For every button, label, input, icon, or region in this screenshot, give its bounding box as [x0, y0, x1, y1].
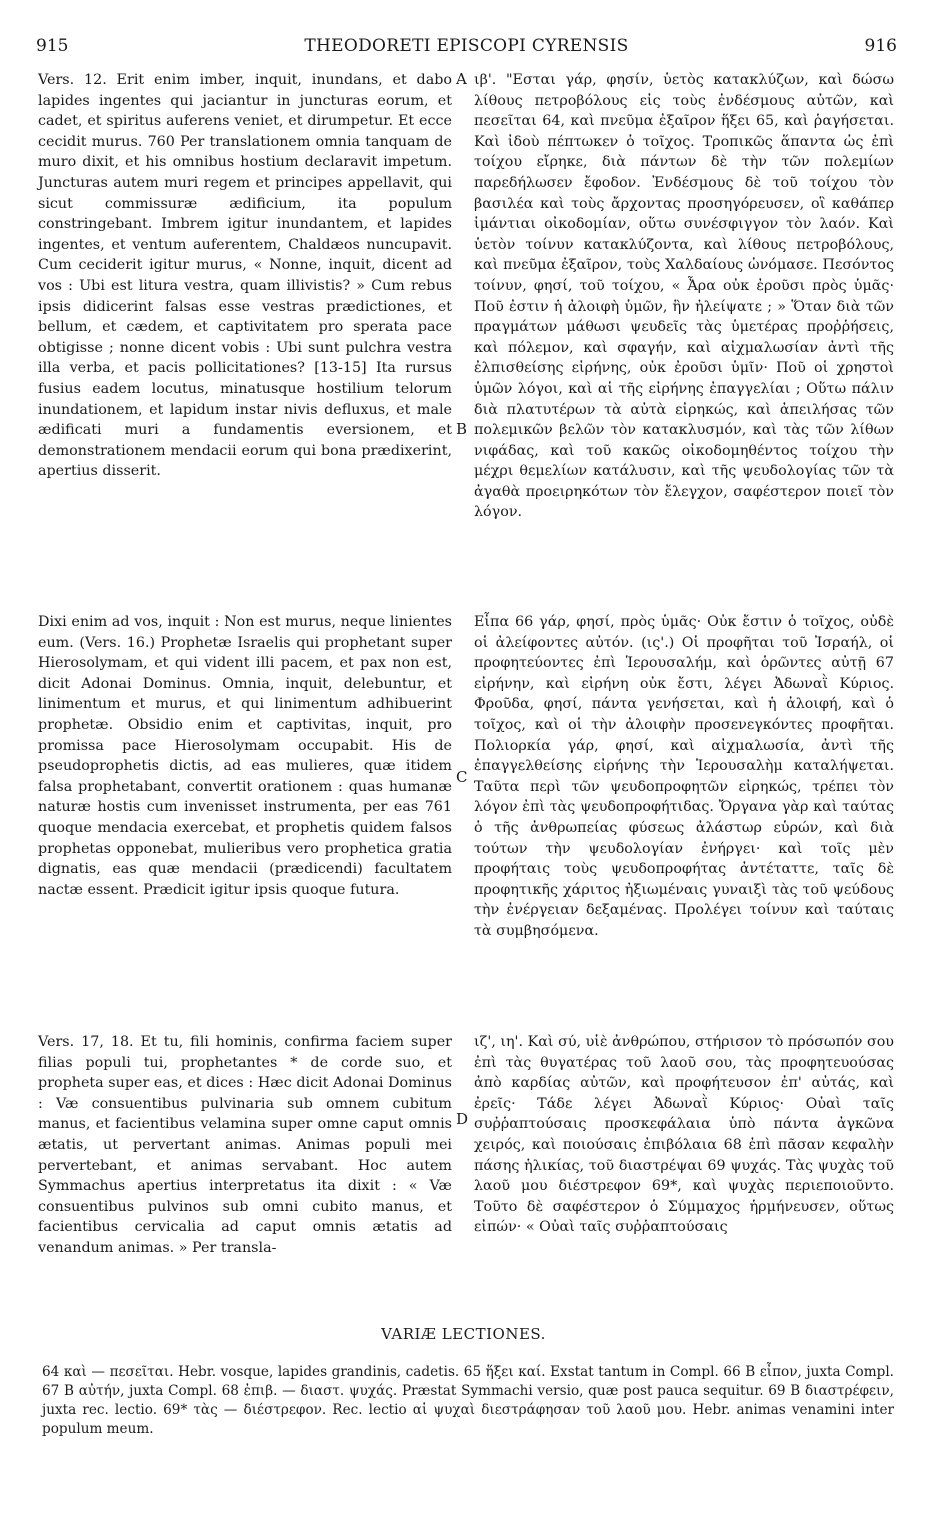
greek-paragraph: Εἶπα 66 γάρ, φησί, πρὸς ὑμᾶς· Οὐκ ἔστιν ὁ τοῖχος, οὐδὲ οἱ ἀλείφοντες αὐτόν. (ις'.) Οἱ προφῆται τοῦ Ἰσραήλ, οἱ προφητεύοντες ἐπὶ Ἱερουσαλήμ, καὶ ὁρῶντες αὐτῇ 67 εἰρήνην, καὶ εἰρήνη οὐκ ἔστι, λέγει Ἀδωναῒ Κύριος. Φροῦδα, φησί, πάντα γενήσεται, καὶ ἡ ἀλοιφή, καὶ ὁ τοῖχος, καὶ οἱ τὴν ἀλοιφὴν προσενεγκόντες προφῆται. Πολιορκία γάρ, φησί, καὶ αἰχμαλωσία, ἀντὶ τῆς ἐπαγγελθείσης εἰρήνης τὴν Ἱερουσαλὴμ καταλήψεται. Ταῦτα περὶ τῶν ψευδοπροφητῶν εἰρηκώς, τρέπει τὸν λόγον ἐπὶ τὰς ψευδοπροφήτιδας. Ὄργανα γὰρ καὶ ταύτας ὁ τῆς ἀνθρωπείας φύσεως ἀλάστωρ εὑρών, καὶ διὰ τούτων τὴν ψευδολογίαν ἐνήργει· καὶ τοῖς μὲν προφήταις τοὺς ψευδοπροφήτας ἀντέταττε, ταῖς δὲ προφητικῆς χάριτος ἠξιωμέναις γυναιξὶ τὰς τοῦ ψεύδους τὴν ἐνέργειαν δεξαμένας. Προλέγει τοίνυν καὶ ταύταις τὰ συμβησόμενα. — [474, 614, 894, 939]
margin-letter: D — [456, 1110, 469, 1128]
latin-column — [38, 1032, 452, 1259]
page-number-right: 916 — [864, 36, 897, 56]
greek-paragraph: ιζ', ιη'. Καὶ σύ, υἱὲ ἀνθρώπου, στήρισον τὸ πρόσωπόν σου ἐπὶ τὰς θυγατέρας τοῦ λαοῦ σου, τὰς προφητευούσας ἀπὸ καρδίας αὐτῶν, καὶ προφήτευσον ἐπ' αὐτάς, καὶ ἐρεῖς· Τάδε λέγει Ἀδωναῒ Κύριος· Οὐαὶ ταῖς συῤῥαπτούσαις προσκεφάλαια ὑπὸ πάντα ἀγκῶνα χειρός, καὶ ποιούσαις ἐπιβόλαια 68 ἐπὶ πᾶσαν κεφαλὴν πάσης ἡλικίας, τοῦ διαστρέψαι 69 ψυχάς. Τὰς ψυχὰς τοῦ λαοῦ μου διέστρεφον 69*, καὶ ψυχὰς περιεποιοῦντο. Τοῦτο δὲ σαφέστερον ὁ Σύμμαχος ἡρμήνευσεν, οὕτως εἰπών· « Οὐαὶ ταῖς συῤῥαπτούσαις — [474, 1034, 894, 1236]
greek-column — [474, 612, 894, 942]
footnote-text: 64 καὶ — πεσεῖται. Hebr. vosque, lapides grandinis, cadetis. 65 ἥξει καί. Exstat tantum in Compl. 66 B εἶπον, juxta Compl. 67 B αὐτήν, juxta Compl. 68 ἐπιβ. — διαστ. ψυχάς. Præstat Symmachi versio, quæ post pauca sequitur. 69 B διαστρέφειν, juxta rec. lectio. 69* τὰς — διέστρεφον. Rec. lectio αἱ ψυχαὶ διεστράφησαν τοῦ λαοῦ μου. Hebr. animas venamini inter populum meum. — [42, 1364, 894, 1437]
page-header — [36, 36, 897, 60]
margin-letter: B — [456, 420, 468, 438]
latin-paragraph: Vers. 12. Erit enim imber, inquit, inundans, et dabo lapides ingentes qui jaciantur in juncturas eorum, et cadet, et spiritus auferens veniet, et dirumpetur. Et ecce cecidit murus. 760 Per translationem omnia tanquam de muro dixit, et his omnibus hostium declaravit impetum. Juncturas autem muri regem et principes appellavit, qui sicut commissuræ ædificium, ita populum constringebant. Imbrem igitur inundantem, et lapides ingentes, et ventum auferentem, Chaldæos nuncupavit. Cum ceciderit igitur murus, « Nonne, inquit, dicent ad vos : Ubi est litura vestra, quam illivistis? » Cum rebus ipsis didicerint falsas esse vestras prædictiones, et bellum, et cædem, et captivitatem pro sperata pace obtigisse ; nonne dicent vobis : Ubi sunt pulchra vestra illa verba, et pacis pollicitationes? [13-15] Ita rursus fusius eadem locutus, minatusque hostilium telorum inundationem, et lapidum instar nivis defluxus, et male ædificati muri a fundamentis eversionem, et demonstrationem mendacii eorum qui bona prædixerint, apertius disserit. — [38, 72, 452, 480]
footnotes — [42, 1363, 894, 1439]
latin-column — [38, 70, 452, 482]
running-title: THEODORETI EPISCOPI CYRENSIS — [304, 36, 629, 56]
latin-column — [38, 612, 452, 900]
greek-column — [474, 1032, 894, 1238]
latin-paragraph: Vers. 17, 18. Et tu, fili hominis, confirma faciem super filias populi tui, prophetantes * de corde suo, et propheta super eas, et dices : Hæc dicit Adonai Dominus : Væ consuentibus pulvinaria sub omnem cubitum manus, et facientibus velamina super omne caput omnis ætatis, ut pervertant animas. Animas populi mei pervertebant, et animas servabant. Hoc autem Symmachus apertius interpretatus ita dixit : « Væ consuentibus pulvinos sub omni cubito manus, et facientibus cervicalia ad caput omnis ætatis ad venandum animas. » Per transla- — [38, 1034, 452, 1256]
greek-paragraph: ιβ'. "Εσται γάρ, φησίν, ὑετὸς κατακλύζων, καὶ δώσω λίθους πετροβόλους εἰς τοὺς ἐνδέσμους αὐτῶν, καὶ πεσεῖται 64, καὶ πνεῦμα ἐξαῖρον ἥξει 65, καὶ ῥαγήσεται. Καὶ ἰδοὺ πέπτωκεν ὁ τοῖχος. Τροπικῶς ἅπαντα ὡς ἐπὶ τοίχου εἴρηκε, διὰ πάντων δὲ τὴν τῶν πολεμίων παρεδήλωσεν ἔφοδον. Ἐνδέσμους δὲ τοῦ τοίχου τὸν βασιλέα καὶ τοὺς ἄρχοντας προσηγόρευσεν, οἳ καθάπερ ἱμάντιαι οἰκοδομίαν, οὕτω συνέσφιγγον τὸν λαόν. Καὶ ὑετὸν τοίνυν κατακλύζοντα, καὶ λίθους πετροβόλους, καὶ πνεῦμα ἐξαῖρον, τοὺς Χαλδαίους ὠνόμασε. Πεσόντος τοίνυν, φησί, τοῦ τοίχου, « Ἆρα οὐκ ἐροῦσι πρὸς ὑμᾶς· Ποῦ ἐστιν ἡ ἀλοιφὴ ὑμῶν, ἣν ἠλείψατε ; » Ὅταν διὰ τῶν πραγμάτων μάθωσι ψευδεῖς τὰς ὑμετέρας προῤῥήσεις, καὶ πόλεμον, καὶ σφαγήν, καὶ αἰχμαλωσίαν ἀντὶ τῆς ἐλπισθείσης εἰρήνης, οὐκ ἐροῦσι ὑμῖν· Ποῦ οἱ χρηστοὶ ὑμῶν λόγοι, καὶ αἱ τῆς εἰρήνης ἐπαγγελίαι ; Οὕτω πάλιν διὰ πλατυτέρων τὰ αὐτὰ εἰρηκώς, καὶ ἀπειλήσας τῶν πολεμικῶν βελῶν τὸν κατακλυσμόν, καὶ τὰς τῶν λίθων νιφάδας, καὶ τοῦ κακῶς οἰκοδομηθέντος τοίχου τὴν μέχρι θεμελίων κατάλυσιν, καὶ τῆς ψευδολογίας τῶν τὰ ἀγαθὰ προειρηκότων τὸν ἔλεγχον, σαφέστερον ποιεῖ τὸν λόγον. — [474, 72, 894, 521]
greek-column — [474, 70, 894, 523]
page-number-left: 915 — [36, 36, 69, 56]
latin-paragraph: Dixi enim ad vos, inquit : Non est murus, neque linientes eum. (Vers. 16.) Prophetæ Israelis qui prophetant super Hierosolymam, et qui vident illi pacem, et pax non est, dicit Adonai Dominus. Omnia, inquit, delebuntur, et linimentum et murus, et qui linimentum adhibuerint prophetæ. Obsidio enim et captivitas, inquit, pro promissa pace Hierosolymam occupabit. His de pseudoprophetis dictis, ad eas mulieres, quæ itidem falsa prophetabant, convertit orationem : quas humanæ naturæ hostis cum invenisset instrumenta, per eas 761 quoque mendacia exercebat, et prophetis quidem falsos prophetas opponebat, mulieribus vero prophetica gratia dignatis, eas quæ mendacii (prædicendi) facultatem nactæ essent. Prædicit igitur ipsis quoque futura. — [38, 614, 452, 898]
variae-lectiones-title: VARIÆ LECTIONES. — [381, 1325, 546, 1343]
margin-letter: C — [456, 768, 468, 786]
margin-letter: A — [456, 70, 467, 88]
